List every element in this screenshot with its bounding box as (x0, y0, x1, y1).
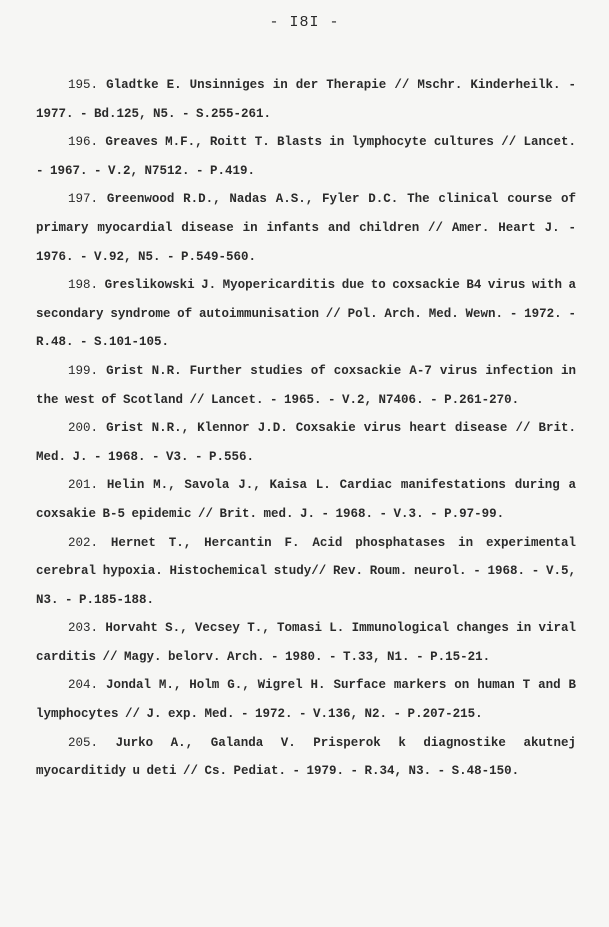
reference-number: 201. (68, 478, 99, 493)
reference-list (36, 71, 576, 786)
reference-entry (36, 128, 576, 185)
reference-number: 196. (68, 135, 99, 150)
reference-text: Greenwood R.D., Nadas A.S., Fyler D.C. The clinical course of primary myocardial disease in infants and children // Amer. Heart J. - 1976. - V.92, N5. - P.549-560. (36, 192, 576, 264)
reference-text: Jondal M., Holm G., Wigrel H. Surface markers on human T and B lymphocytes // J. exp. Med. - 1972. - V.136, N2. - P.207-215. (36, 678, 576, 722)
reference-number: 204. (68, 678, 99, 693)
reference-text: Hernet T., Hercantin F. Acid phosphatases in experimental cerebral hypoxia. Histochemical study// Rev. Roum. neurol. - 1968. - V.5, N3. - P.185-188. (36, 535, 576, 607)
reference-entry (36, 529, 576, 615)
reference-entry (36, 729, 576, 786)
reference-number: 203. (68, 621, 99, 636)
reference-text: Gladtke E. Unsinniges in der Therapie // Mschr. Kinderheilk. - 1977. - Bd.125, N5. - S.255-261. (36, 78, 576, 121)
reference-number: 200. (68, 421, 99, 436)
reference-text: Horvaht S., Vecsey T., Tomasi L. Immunological changes in viral carditis // Magy. belorv. Arch. - 1980. - T.33, N1. - P.15-21. (36, 621, 576, 664)
reference-number: 197. (68, 192, 99, 207)
reference-entry (36, 185, 576, 271)
reference-entry (36, 671, 576, 728)
reference-number: 195. (68, 78, 99, 92)
reference-number: 198. (68, 278, 99, 293)
reference-text: Greaves M.F., Roitt T. Blasts in lymphocyte cultures // Lancet. - 1967. - V.2, N7512. - P.419. (36, 135, 576, 178)
reference-number: 199. (68, 363, 99, 378)
page-number: - I8I - (269, 14, 340, 31)
reference-entry (36, 471, 576, 528)
reference-text: Jurko A., Galanda V. Prisperok k diagnostike akutnej myocarditidy u deti // Cs. Pediat. - 1979. - R.34, N3. - S.48-150. (36, 735, 576, 779)
reference-entry (36, 414, 576, 471)
reference-number: 202. (68, 535, 99, 550)
reference-text: Grist N.R. Further studies of coxsackie A-7 virus infection in the west of Scotland // Lancet. - 1965. - V.2, N7406. - P.261-270. (36, 363, 576, 407)
reference-entry (36, 357, 576, 414)
reference-number: 205. (68, 735, 99, 750)
reference-entry (36, 71, 576, 128)
reference-text: Greslikowski J. Myopericarditis due to coxsackie B4 virus with a secondary syndrome of autoimmunisation // Pol. Arch. Med. Wewn. - 1972. - R.48. - S.101-105. (36, 278, 576, 350)
reference-text: Grist N.R., Klennor J.D. Coxsakie virus heart disease // Brit. Med. J. - 1968. - V3. - P.556. (36, 421, 576, 464)
reference-entry (36, 614, 576, 671)
reference-text: Helin M., Savola J., Kaisa L. Cardiac manifestations during a coxsakie B-5 epidemic // Brit. med. J. - 1968. - V.3. - P.97-99. (36, 478, 576, 521)
reference-entry (36, 271, 576, 357)
